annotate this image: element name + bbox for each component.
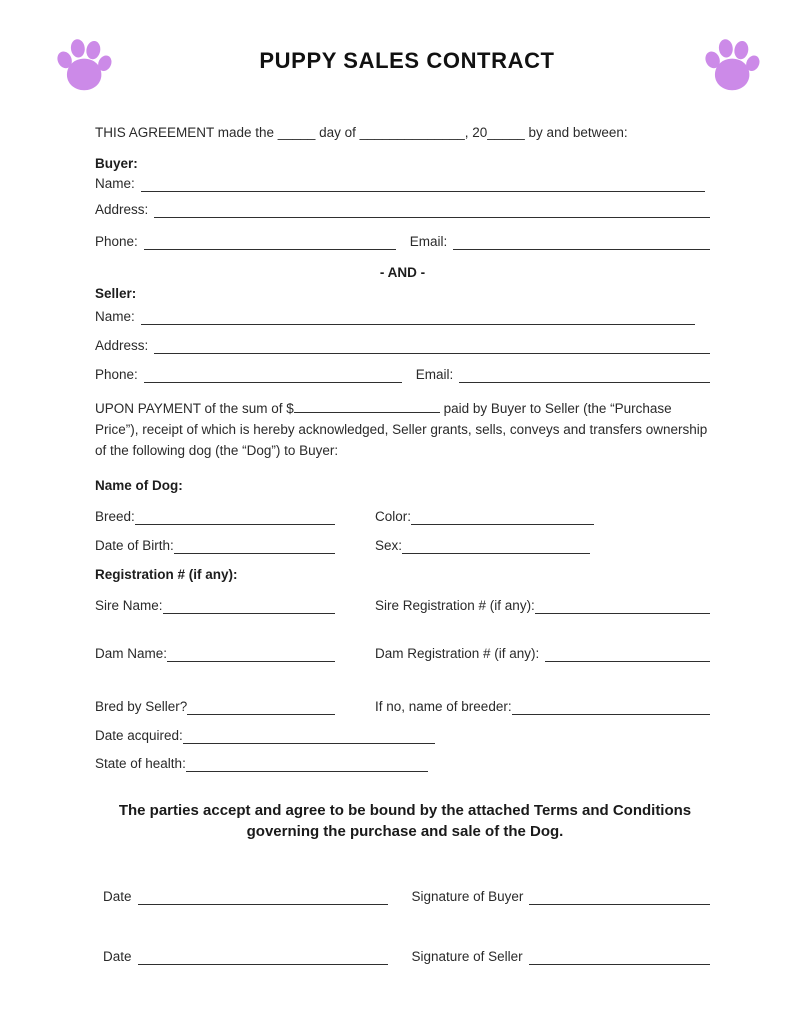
seller-email-blank[interactable]: [459, 368, 710, 383]
purchase-price-blank[interactable]: [294, 400, 440, 413]
sex-label: Sex:: [375, 538, 403, 553]
buyer-signature-label: Signature of Buyer: [411, 889, 524, 904]
seller-address-row: [95, 337, 710, 354]
payment-clause: [95, 398, 710, 461]
seller-email-label: Email:: [415, 367, 454, 382]
breed-color-row: [95, 508, 710, 525]
buyer-phone-email-row: [95, 233, 710, 250]
buyer-email-label: Email:: [409, 234, 448, 249]
and-separator: - AND -: [379, 265, 426, 280]
buyer-signature-blank[interactable]: [529, 890, 710, 905]
contract-body: [95, 124, 710, 965]
buyer-date-label: Date: [103, 889, 132, 904]
buyer-name-label: Name:: [95, 176, 135, 191]
name-of-dog-heading: Name of Dog:: [95, 478, 183, 493]
breed-blank[interactable]: [135, 510, 335, 525]
header: [0, 0, 804, 104]
dam-row: [95, 645, 710, 662]
breeder-name-label: If no, name of breeder:: [375, 699, 512, 714]
bred-by-seller-row: [95, 698, 710, 715]
payment-clause-post: paid by Buyer to Seller (the “Purchase Price”), receipt of which is hereby acknowledged, Seller grants, sells, conveys and transfers ownership of the following dog (the “Dog”) to Buyer:: [95, 401, 708, 458]
seller-date-label: Date: [103, 949, 132, 964]
dam-name-blank[interactable]: [167, 647, 335, 662]
sire-name-blank[interactable]: [163, 599, 335, 614]
seller-phone-blank[interactable]: [144, 368, 402, 383]
buyer-phone-blank[interactable]: [144, 235, 396, 250]
state-of-health-label: State of health:: [95, 756, 186, 771]
seller-signature-blank[interactable]: [529, 950, 710, 965]
dam-name-label: Dam Name:: [95, 646, 168, 661]
state-of-health-row: [95, 755, 710, 772]
state-of-health-blank[interactable]: [186, 757, 428, 772]
buyer-address-row: [95, 201, 710, 218]
sire-name-label: Sire Name:: [95, 598, 163, 613]
seller-phone-label: Phone:: [95, 367, 138, 382]
registration-heading: Registration # (if any):: [95, 567, 238, 582]
buyer-address-label: Address:: [95, 202, 149, 217]
seller-date-blank[interactable]: [138, 950, 388, 965]
terms-statement: The parties accept and agree to be bound by the attached Terms and Conditions governing the purchase and sale of the Dog.: [118, 802, 692, 840]
page-title: PUPPY SALES CONTRACT: [259, 48, 555, 73]
buyer-heading: Buyer:: [95, 156, 138, 171]
date-acquired-label: Date acquired:: [95, 728, 183, 743]
breed-label: Breed:: [95, 509, 135, 524]
buyer-address-blank[interactable]: [154, 203, 710, 218]
dam-registration-label: Dam Registration # (if any):: [375, 646, 540, 661]
bred-by-seller-blank[interactable]: [187, 700, 335, 715]
buyer-name-row: [95, 175, 710, 192]
date-of-birth-label: Date of Birth:: [95, 538, 174, 553]
color-blank[interactable]: [411, 510, 594, 525]
color-label: Color:: [375, 509, 412, 524]
seller-name-label: Name:: [95, 309, 135, 324]
payment-clause-pre: UPON PAYMENT of the sum of $: [95, 401, 294, 416]
seller-name-blank[interactable]: [141, 310, 695, 325]
bred-by-seller-label: Bred by Seller?: [95, 699, 188, 714]
seller-heading: Seller:: [95, 286, 137, 301]
seller-signature-row: [95, 948, 710, 965]
sire-row: [95, 597, 710, 614]
paw-icon: [700, 30, 762, 100]
buyer-email-blank[interactable]: [453, 235, 710, 250]
breeder-name-blank[interactable]: [512, 700, 710, 715]
buyer-date-blank[interactable]: [138, 890, 388, 905]
agreement-intro-line: THIS AGREEMENT made the _____ day of ______________, 20_____ by and between:: [95, 125, 628, 140]
date-acquired-blank[interactable]: [183, 729, 435, 744]
buyer-name-blank[interactable]: [141, 177, 705, 192]
dob-sex-row: [95, 537, 710, 554]
seller-address-label: Address:: [95, 338, 149, 353]
sire-registration-label: Sire Registration # (if any):: [375, 598, 535, 613]
paw-icon: [52, 30, 114, 100]
seller-address-blank[interactable]: [154, 339, 710, 354]
buyer-phone-label: Phone:: [95, 234, 138, 249]
buyer-signature-row: [95, 888, 710, 905]
dam-registration-blank[interactable]: [545, 647, 710, 662]
seller-signature-label: Signature of Seller: [411, 949, 523, 964]
date-of-birth-blank[interactable]: [174, 539, 335, 554]
sire-registration-blank[interactable]: [535, 599, 710, 614]
sex-blank[interactable]: [402, 539, 590, 554]
seller-name-row: [95, 308, 710, 325]
date-acquired-row: [95, 727, 710, 744]
seller-phone-email-row: [95, 366, 710, 383]
